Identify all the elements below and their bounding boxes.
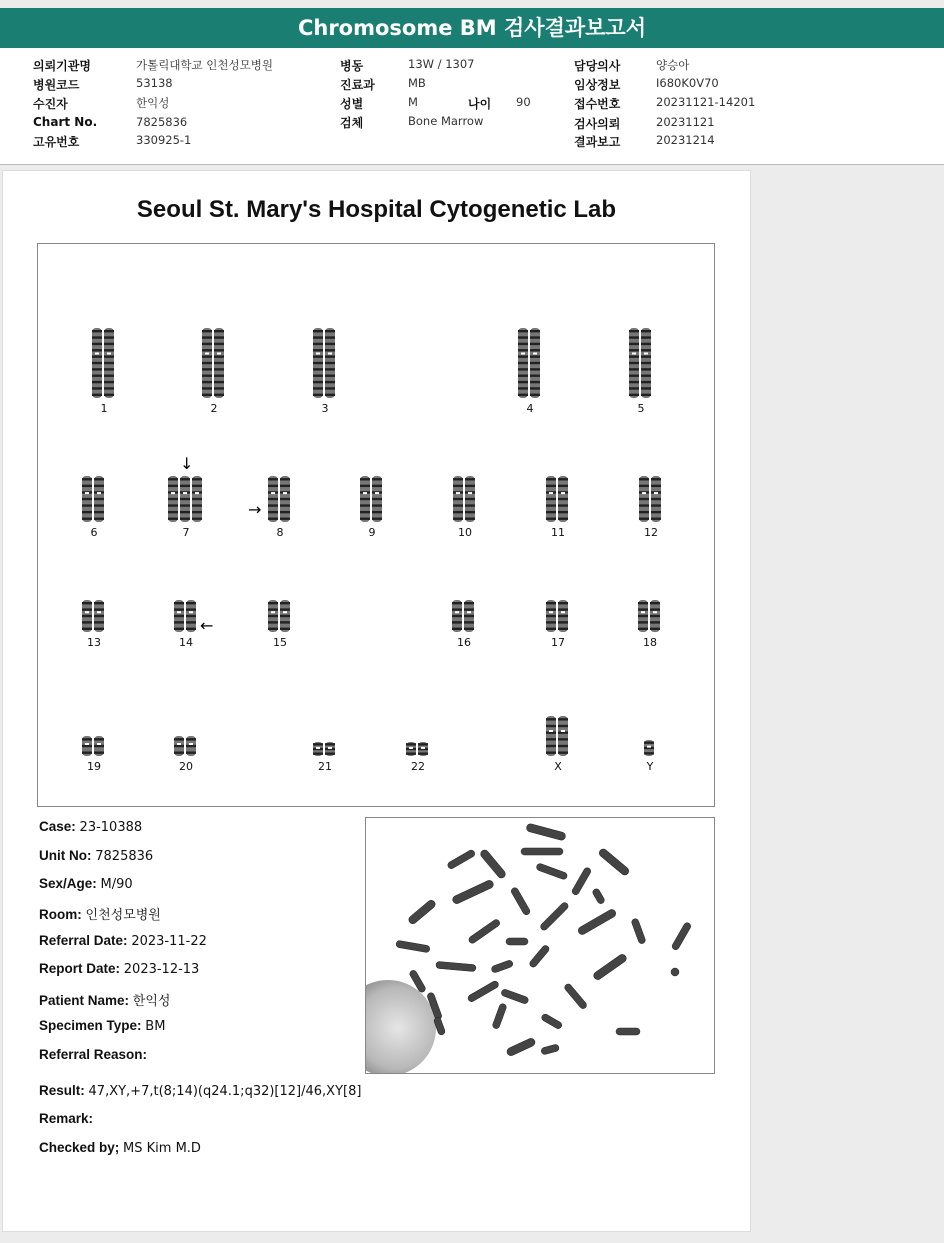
chromosome-image bbox=[637, 476, 665, 522]
lab-title: Seoul St. Mary's Hospital Cytogenetic Lab bbox=[136, 196, 617, 223]
chromosome-number: 1 bbox=[100, 402, 108, 415]
field-key: Remark: bbox=[39, 1111, 94, 1126]
label-age: 나이 bbox=[468, 97, 492, 111]
label-specimen: 검체 bbox=[340, 116, 364, 130]
chromosome-number: 18 bbox=[643, 636, 657, 649]
chromosome-number: 16 bbox=[457, 636, 471, 649]
chromosome-number: 21 bbox=[318, 760, 332, 773]
value-chart-no: 7825836 bbox=[136, 115, 188, 129]
field-key: Case: bbox=[39, 819, 76, 834]
chromosome-pair-6 bbox=[64, 476, 124, 539]
value-hospital-code: 53138 bbox=[136, 76, 173, 90]
field-key: Patient Name: bbox=[39, 993, 130, 1008]
chromosome-number: 10 bbox=[458, 526, 472, 539]
field-value: M/90 bbox=[100, 877, 133, 892]
field-referralreason bbox=[39, 1047, 147, 1063]
field-value: MS Kim M.D bbox=[123, 1141, 201, 1156]
field-value: 한익성 bbox=[132, 994, 171, 1009]
chromosome-image bbox=[404, 742, 432, 756]
chromosome-pair-17 bbox=[528, 600, 588, 649]
patient-info-panel bbox=[0, 48, 944, 165]
chromosome-image bbox=[544, 476, 572, 522]
metaphase-image bbox=[365, 817, 715, 1074]
chromosome-pair-7 bbox=[156, 476, 216, 539]
chromosome-number: 20 bbox=[179, 760, 193, 773]
value-institution: 가톨릭대학교 인천성모병원 bbox=[136, 58, 273, 72]
arrow-chr7-icon: ↓ bbox=[180, 454, 194, 473]
field-value: BM bbox=[145, 1019, 166, 1034]
value-receipt-no: 20231121-14201 bbox=[656, 95, 756, 109]
chromosome-image bbox=[166, 476, 206, 522]
report-title-bar bbox=[0, 8, 944, 48]
field-sexage bbox=[39, 876, 133, 892]
chromosome-pair-11 bbox=[528, 476, 588, 539]
chromosome-pair-16 bbox=[434, 600, 494, 649]
chromosome-image bbox=[266, 476, 294, 522]
label-receipt-no: 접수번호 bbox=[574, 97, 621, 111]
chromosome-pair-5 bbox=[611, 328, 671, 415]
field-key: Checked by; bbox=[39, 1140, 120, 1155]
field-key: Room: bbox=[39, 907, 82, 922]
chromosome-number: 13 bbox=[87, 636, 101, 649]
chromosome-image bbox=[451, 476, 479, 522]
chromosome-image bbox=[172, 600, 200, 632]
label-request-date: 검사의뢰 bbox=[574, 117, 621, 131]
value-request-date: 20231121 bbox=[656, 115, 715, 129]
field-key: Sex/Age: bbox=[39, 876, 97, 891]
chromosome-number: 8 bbox=[276, 526, 284, 539]
chromosome-number: Y bbox=[646, 760, 654, 773]
value-sex: M bbox=[408, 95, 418, 109]
field-room bbox=[39, 904, 161, 923]
chromosome-pair-x bbox=[528, 716, 588, 773]
value-age: 90 bbox=[516, 95, 531, 109]
chromosome-pair-15 bbox=[250, 600, 310, 649]
chromosome-pair-2 bbox=[184, 328, 244, 415]
chromosome-image bbox=[80, 600, 108, 632]
field-unitno bbox=[39, 848, 153, 864]
chromosome-number: 22 bbox=[411, 760, 425, 773]
chromosome-number: 6 bbox=[90, 526, 98, 539]
label-doctor: 담당의사 bbox=[574, 59, 621, 73]
value-doctor: 양승아 bbox=[656, 58, 690, 72]
chromosome-image bbox=[358, 476, 386, 522]
chromosome-pair-4 bbox=[500, 328, 560, 415]
chromosome-image bbox=[90, 328, 118, 398]
field-case bbox=[39, 819, 142, 835]
field-value: 인천성모병원 bbox=[85, 908, 161, 923]
field-remark bbox=[39, 1111, 93, 1127]
chromosome-pair-1 bbox=[74, 328, 134, 415]
chromosome-image bbox=[642, 740, 658, 756]
value-ward: 13W / 1307 bbox=[408, 57, 475, 71]
chromosome-number: 19 bbox=[87, 760, 101, 773]
field-key: Referral Reason: bbox=[39, 1047, 148, 1062]
chromosome-pair-3 bbox=[295, 328, 355, 415]
field-key: Result: bbox=[39, 1083, 85, 1098]
field-patientname bbox=[39, 990, 170, 1009]
chromosome-image bbox=[544, 716, 572, 756]
chromosome-image bbox=[80, 476, 108, 522]
chromosome-image bbox=[311, 742, 339, 756]
value-clinical-info: I680K0V70 bbox=[656, 76, 719, 90]
field-key: Report Date: bbox=[39, 961, 121, 976]
chromosome-image bbox=[636, 600, 664, 632]
chromosome-pair-20 bbox=[156, 736, 216, 773]
chromosome-image bbox=[544, 600, 572, 632]
chromosome-image bbox=[450, 600, 478, 632]
label-department: 진료과 bbox=[340, 78, 375, 92]
chromosome-pair-19 bbox=[64, 736, 124, 773]
chromosome-image bbox=[266, 600, 294, 632]
field-key: Specimen Type: bbox=[39, 1018, 142, 1033]
chromosome-pair-10 bbox=[435, 476, 495, 539]
chromosome-image bbox=[200, 328, 228, 398]
field-value: 7825836 bbox=[95, 849, 154, 864]
chromosome-number: 15 bbox=[273, 636, 287, 649]
chromosome-number: 17 bbox=[551, 636, 565, 649]
value-patient: 한익성 bbox=[136, 96, 170, 110]
label-institution: 의뢰기관명 bbox=[33, 59, 91, 73]
field-value: 2023-12-13 bbox=[123, 962, 200, 977]
chromosome-pair-22 bbox=[388, 742, 448, 773]
metaphase-spread-image bbox=[366, 818, 714, 1073]
arrow-chr8-icon: → bbox=[248, 500, 262, 519]
chromosome-pair-y bbox=[620, 740, 680, 773]
karyogram bbox=[37, 243, 715, 807]
chromosome-image bbox=[172, 736, 200, 756]
label-report-date: 결과보고 bbox=[574, 135, 621, 149]
chromosome-pair-18 bbox=[620, 600, 680, 649]
field-key: Unit No: bbox=[39, 848, 92, 863]
chromosome-image bbox=[80, 736, 108, 756]
value-unique-no: 330925-1 bbox=[136, 133, 192, 147]
label-unique-no: 고유번호 bbox=[33, 135, 80, 149]
chromosome-number: X bbox=[554, 760, 562, 773]
field-result bbox=[39, 1083, 361, 1099]
chromosome-number: 5 bbox=[637, 402, 645, 415]
arrow-chr14-icon: ← bbox=[200, 616, 214, 635]
chromosome-number: 2 bbox=[210, 402, 218, 415]
field-checked-by bbox=[39, 1140, 201, 1156]
chromosome-number: 11 bbox=[551, 526, 565, 539]
chromosome-number: 3 bbox=[321, 402, 329, 415]
field-specimentype bbox=[39, 1018, 165, 1034]
report-title: Chromosome BM 검사결과보고서 bbox=[297, 16, 647, 40]
field-value: 2023-11-22 bbox=[131, 934, 207, 949]
chromosome-number: 12 bbox=[644, 526, 658, 539]
value-report-date: 20231214 bbox=[656, 133, 715, 147]
karyotype-report-page bbox=[2, 170, 751, 1232]
field-reportdate bbox=[39, 961, 199, 977]
chromosome-number: 7 bbox=[182, 526, 190, 539]
label-chart-no: Chart No. bbox=[33, 115, 98, 129]
field-value: 23-10388 bbox=[79, 820, 143, 835]
chromosome-pair-13 bbox=[64, 600, 124, 649]
chromosome-number: 14 bbox=[179, 636, 193, 649]
field-value: 47,XY,+7,t(8;14)(q24.1;q32)[12]/46,XY[8] bbox=[88, 1084, 362, 1099]
chromosome-number: 4 bbox=[526, 402, 534, 415]
value-department: MB bbox=[408, 76, 426, 90]
label-hospital-code: 병원코드 bbox=[33, 78, 80, 92]
label-clinical-info: 임상정보 bbox=[574, 78, 621, 92]
chromosome-image bbox=[516, 328, 544, 398]
label-ward: 병동 bbox=[340, 59, 364, 73]
label-patient: 수진자 bbox=[33, 97, 68, 111]
field-referraldate bbox=[39, 933, 207, 949]
field-key: Referral Date: bbox=[39, 933, 128, 948]
value-specimen: Bone Marrow bbox=[408, 114, 484, 128]
chromosome-image bbox=[311, 328, 339, 398]
chromosome-pair-21 bbox=[295, 742, 355, 773]
chromosome-number: 9 bbox=[368, 526, 376, 539]
chromosome-image bbox=[627, 328, 655, 398]
chromosome-pair-12 bbox=[621, 476, 681, 539]
label-sex: 성별 bbox=[340, 97, 364, 111]
chromosome-pair-9 bbox=[342, 476, 402, 539]
